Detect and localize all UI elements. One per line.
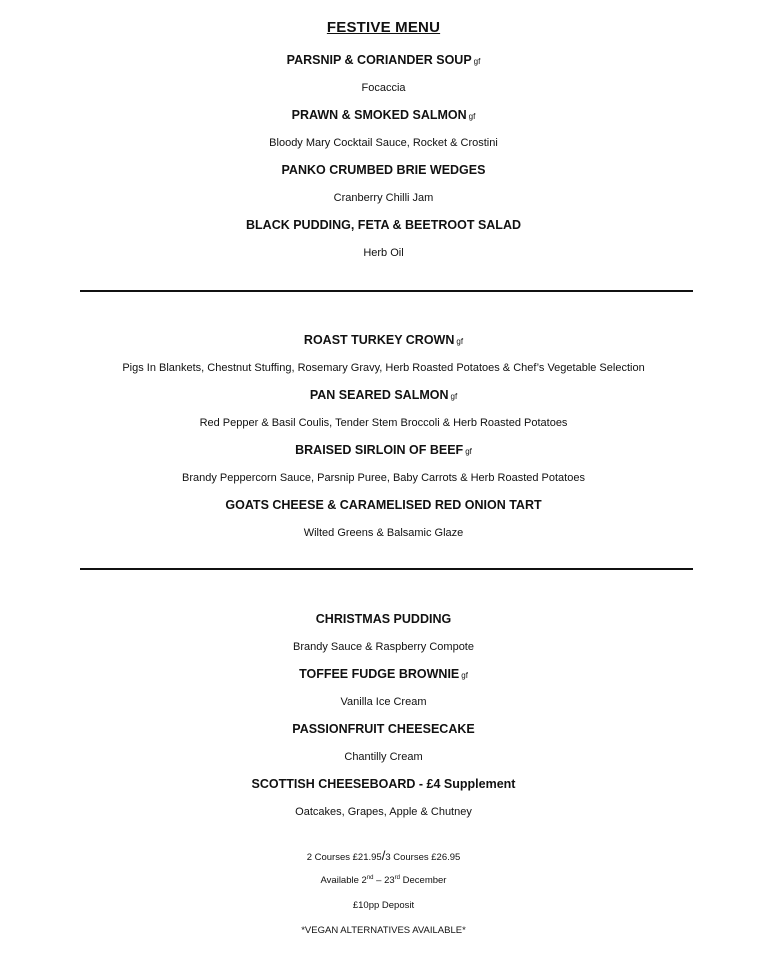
main-3-desc: Brandy Peppercorn Sauce, Parsnip Puree, Baby Carrots & Herb Roasted Potatoes xyxy=(182,472,585,484)
starter-4-desc: Herb Oil xyxy=(363,247,404,259)
main-4-name: GOATS CHEESE & CARAMELISED RED ONION TART xyxy=(225,498,542,512)
main-2-desc: Red Pepper & Basil Coulis, Tender Stem Broccoli & Herb Roasted Potatoes xyxy=(199,417,568,429)
main-1-desc: Pigs In Blankets, Chestnut Stuffing, Rosemary Gravy, Herb Roasted Potatoes & Chef’s Vegetable Selection xyxy=(122,362,645,374)
main-1-name: ROAST TURKEY CROWN gf xyxy=(303,333,464,347)
availability-dates: Available 2nd – 23rd December xyxy=(320,874,447,886)
main-3-name: BRAISED SIRLOIN OF BEEF gf xyxy=(295,443,472,457)
dessert-1-name: CHRISTMAS PUDDING xyxy=(315,612,452,626)
dessert-3-name: PASSIONFRUIT CHEESECAKE xyxy=(292,722,475,736)
starter-1-desc: Focaccia xyxy=(361,82,406,94)
starter-1-name: PARSNIP & CORIANDER SOUP gf xyxy=(286,53,481,67)
dessert-1-desc: Brandy Sauce & Raspberry Compote xyxy=(293,641,474,653)
dessert-4-desc: Oatcakes, Grapes, Apple & Chutney xyxy=(295,806,472,818)
gf-mark: gf xyxy=(461,671,468,680)
gf-mark: gf xyxy=(468,112,476,121)
gf-mark: gf xyxy=(465,447,472,456)
menu-footer xyxy=(0,843,767,943)
course-prices: 2 Courses £21.95/3 Courses £26.95 xyxy=(306,848,461,863)
dessert-4-name: SCOTTISH CHEESEBOARD - £4 Supplement xyxy=(251,777,516,791)
main-4-desc: Wilted Greens & Balsamic Glaze xyxy=(303,527,464,539)
menu-title: FESTIVE MENU xyxy=(326,19,441,36)
starter-2-desc: Bloody Mary Cocktail Sauce, Rocket & Crostini xyxy=(269,137,498,149)
mains-section xyxy=(0,327,767,547)
deposit-note: £10pp Deposit xyxy=(352,900,415,911)
dessert-3-desc: Chantilly Cream xyxy=(344,751,423,763)
dessert-2-desc: Vanilla Ice Cream xyxy=(340,696,427,708)
starter-4-name: BLACK PUDDING, FETA & BEETROOT SALAD xyxy=(246,218,521,232)
starter-3-desc: Cranberry Chilli Jam xyxy=(333,192,434,204)
main-2-name: PAN SEARED SALMON gf xyxy=(309,388,458,402)
section-divider xyxy=(80,568,693,570)
gf-mark: gf xyxy=(456,337,464,346)
gf-mark: gf xyxy=(473,57,481,66)
starter-2-name: PRAWN & SMOKED SALMON gf xyxy=(291,108,476,122)
vegan-note: *VEGAN ALTERNATIVES AVAILABLE* xyxy=(301,925,466,936)
starters-section xyxy=(0,47,767,267)
dessert-2-name: TOFFEE FUDGE BROWNIE gf xyxy=(299,667,468,681)
desserts-section xyxy=(0,606,767,826)
starter-3-name: PANKO CRUMBED BRIE WEDGES xyxy=(281,163,486,177)
section-divider xyxy=(80,290,693,292)
gf-mark: gf xyxy=(450,392,458,401)
